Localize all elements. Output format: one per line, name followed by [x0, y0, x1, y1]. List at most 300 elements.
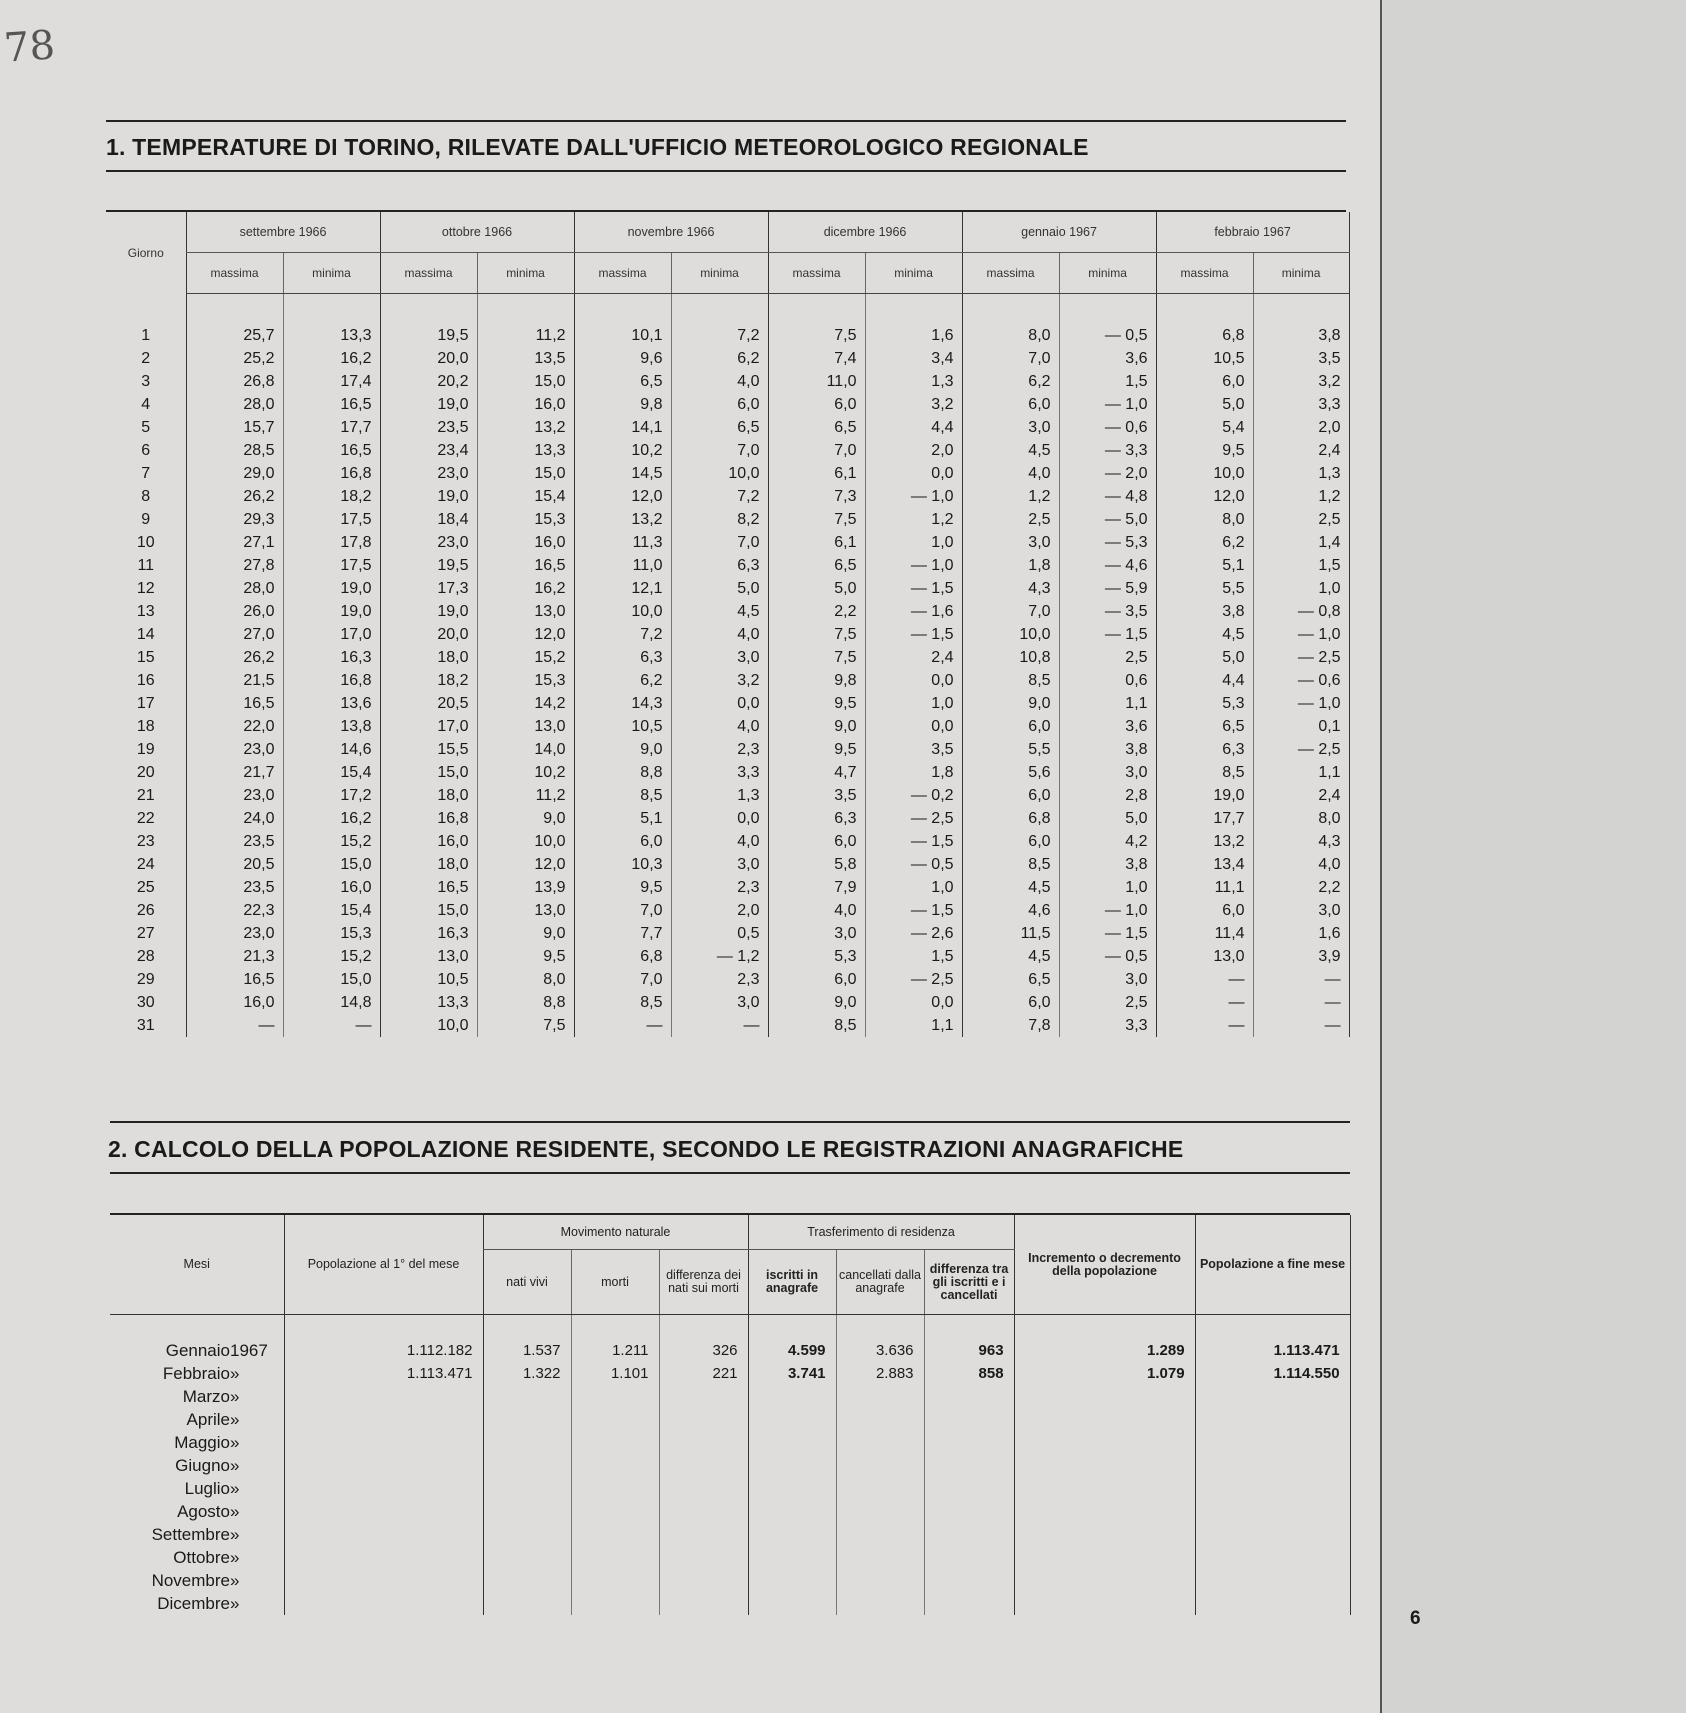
day-cell: 16	[136, 672, 155, 689]
diff-nati-cell	[659, 1431, 748, 1454]
minima-cell: —	[1253, 1014, 1349, 1037]
massima-cell: 23,5	[186, 876, 283, 899]
mese-label: Agosto	[177, 1502, 230, 1521]
minima-cell: — 1,5	[865, 899, 962, 922]
minima-cell: 8,2	[671, 508, 768, 531]
minima-cell: 1,0	[865, 876, 962, 899]
minima-cell: 17,0	[283, 623, 380, 646]
mese-wrapper	[110, 1592, 284, 1615]
nati-cell	[483, 1431, 571, 1454]
spacer-cell	[1195, 1315, 1350, 1340]
day-cell: 29	[136, 971, 155, 988]
minima-cell: 10,0	[477, 830, 574, 853]
table-row	[106, 324, 1349, 347]
pop-inizio-cell	[284, 1454, 483, 1477]
massima-cell: 4,4	[1156, 669, 1253, 692]
giorno-header: Giorno	[127, 245, 164, 260]
day-cell: 3	[141, 373, 151, 390]
massima-cell: 3,5	[768, 784, 865, 807]
massima-cell: 8,8	[574, 761, 671, 784]
massima-header: massima	[380, 253, 477, 294]
massima-cell: 13,2	[1156, 830, 1253, 853]
mese-cell	[110, 1546, 284, 1569]
mese-cell	[110, 1454, 284, 1477]
table-row	[106, 508, 1349, 531]
table-row	[106, 945, 1349, 968]
minima-cell: 17,8	[283, 531, 380, 554]
minima-cell: 6,3	[671, 554, 768, 577]
minima-cell: — 1,0	[1253, 692, 1349, 715]
nati-cell	[483, 1477, 571, 1500]
massima-cell: 16,0	[380, 830, 477, 853]
mese-label: Marzo	[182, 1387, 230, 1406]
minima-cell: 8,8	[477, 991, 574, 1014]
iscritti-cell	[748, 1569, 836, 1592]
mese-cell	[110, 1592, 284, 1615]
minima-cell: — 1,0	[1253, 623, 1349, 646]
mese-label: Settembre	[151, 1525, 230, 1544]
minima-cell: 15,3	[477, 508, 574, 531]
massima-cell: 4,5	[962, 945, 1059, 968]
day-cell: 13	[136, 603, 155, 620]
massima-cell: 18,0	[380, 646, 477, 669]
pop-inizio-cell	[284, 1385, 483, 1408]
mese-label: Maggio	[174, 1433, 230, 1452]
mese-cell	[110, 1362, 284, 1385]
minima-cell: —	[1253, 968, 1349, 991]
month-header: settembre 1966	[186, 212, 380, 253]
diff-nati-cell	[659, 1500, 748, 1523]
massima-cell: 8,5	[962, 853, 1059, 876]
minima-cell: 13,0	[477, 899, 574, 922]
massima-cell: 5,8	[768, 853, 865, 876]
diff-nati-cell	[659, 1454, 748, 1477]
massima-cell: 3,0	[768, 922, 865, 945]
minima-cell: — 1,5	[1059, 623, 1156, 646]
page-margin	[1380, 0, 1686, 1713]
massima-cell: 10,5	[1156, 347, 1253, 370]
massima-cell: 6,0	[962, 830, 1059, 853]
minima-cell: — 2,5	[865, 968, 962, 991]
massima-cell: 7,9	[768, 876, 865, 899]
mese-label: Gennaio	[165, 1341, 230, 1360]
massima-cell: 9,0	[962, 692, 1059, 715]
incremento-cell	[1014, 1431, 1195, 1454]
minima-cell: 2,5	[1059, 646, 1156, 669]
massima-cell: 3,0	[962, 416, 1059, 439]
minima-cell: 3,3	[1059, 1014, 1156, 1037]
iscritti-cell	[748, 1523, 836, 1546]
minima-cell: 1,2	[865, 508, 962, 531]
massima-cell: 28,5	[186, 439, 283, 462]
massima-cell: 7,8	[962, 1014, 1059, 1037]
massima-cell: 6,1	[768, 531, 865, 554]
morti-cell	[571, 1546, 659, 1569]
pop-inizio-cell	[284, 1569, 483, 1592]
table-row	[110, 1477, 1350, 1500]
massima-cell: 6,2	[574, 669, 671, 692]
incremento-header: Incremento o decremento della popolazione	[1014, 1215, 1195, 1315]
massima-cell: 23,5	[186, 830, 283, 853]
mese-cell	[110, 1523, 284, 1546]
minima-cell: 16,5	[283, 393, 380, 416]
massima-cell: 7,3	[768, 485, 865, 508]
mese-cell	[110, 1569, 284, 1592]
massima-cell: 6,3	[574, 646, 671, 669]
spacer-cell	[1014, 1315, 1195, 1340]
minima-cell: 3,8	[1253, 324, 1349, 347]
minima-cell: 1,1	[865, 1014, 962, 1037]
mese-label: Dicembre	[157, 1594, 230, 1613]
minima-cell: — 3,3	[1059, 439, 1156, 462]
massima-cell: 7,0	[962, 347, 1059, 370]
pop-inizio-cell	[284, 1592, 483, 1615]
movimento-naturale-header: Movimento naturale	[483, 1215, 748, 1250]
massima-cell: 19,5	[380, 554, 477, 577]
massima-cell: 28,0	[186, 393, 283, 416]
minima-cell: —	[671, 1014, 768, 1037]
minima-cell: — 0,6	[1059, 416, 1156, 439]
month-header: febbraio 1967	[1156, 212, 1349, 253]
nati-cell	[483, 1592, 571, 1615]
massima-cell: 16,0	[186, 991, 283, 1014]
minima-header: minima	[283, 253, 380, 294]
minima-cell: — 1,0	[1059, 393, 1156, 416]
spacer-cell	[962, 294, 1059, 325]
minima-cell: 15,2	[283, 945, 380, 968]
minima-cell: 0,0	[865, 991, 962, 1014]
minima-cell: 13,3	[477, 439, 574, 462]
incremento-cell: 1.289	[1014, 1339, 1195, 1362]
minima-cell: 11,2	[477, 784, 574, 807]
minima-cell: 2,3	[671, 738, 768, 761]
table-row	[110, 1431, 1350, 1454]
table-row	[110, 1408, 1350, 1431]
day-cell: 21	[136, 787, 155, 804]
massima-cell: 18,0	[380, 853, 477, 876]
anno-label: »	[230, 1594, 240, 1613]
massima-cell: 21,3	[186, 945, 283, 968]
massima-cell: —	[186, 1014, 283, 1037]
massima-cell: 6,5	[768, 554, 865, 577]
morti-cell: 1.101	[571, 1362, 659, 1385]
minima-cell: 6,0	[671, 393, 768, 416]
cancellati-cell	[836, 1500, 924, 1523]
massima-cell: 17,7	[1156, 807, 1253, 830]
pop-inizio-cell	[284, 1431, 483, 1454]
massima-cell: 13,0	[1156, 945, 1253, 968]
minima-cell: 9,5	[477, 945, 574, 968]
massima-cell: 21,7	[186, 761, 283, 784]
massima-cell: 7,0	[768, 439, 865, 462]
massima-cell: 6,0	[574, 830, 671, 853]
massima-cell: 6,0	[962, 784, 1059, 807]
minima-cell: — 5,0	[1059, 508, 1156, 531]
pop-inizio-cell	[284, 1523, 483, 1546]
diff-iscritti-cell	[924, 1385, 1014, 1408]
massima-cell: 15,0	[380, 761, 477, 784]
section2-top-rule	[110, 1121, 1350, 1123]
minima-cell: 16,8	[283, 669, 380, 692]
massima-cell: 6,5	[768, 416, 865, 439]
mese-label: Novembre	[151, 1571, 230, 1590]
massima-cell: 13,2	[574, 508, 671, 531]
mese-wrapper	[110, 1362, 284, 1385]
massima-cell: 5,3	[768, 945, 865, 968]
mese-wrapper	[110, 1569, 284, 1592]
minima-cell: 7,2	[671, 485, 768, 508]
day-cell: 11	[137, 557, 155, 574]
minima-cell: — 0,6	[1253, 669, 1349, 692]
table-row	[106, 853, 1349, 876]
day-cell: 25	[136, 879, 155, 896]
minima-cell: 4,0	[671, 370, 768, 393]
massima-cell: 7,5	[768, 623, 865, 646]
massima-cell: 22,3	[186, 899, 283, 922]
diff-iscritti-cell: 963	[924, 1339, 1014, 1362]
spacer-cell	[186, 294, 283, 325]
minima-cell: —	[283, 1014, 380, 1037]
massima-cell: 6,0	[962, 715, 1059, 738]
section2-title: 2. CALCOLO DELLA POPOLAZIONE RESIDENTE, SECONDO LE REGISTRAZIONI ANAGRAFICHE	[108, 1136, 1184, 1162]
pop-inizio-cell	[284, 1477, 483, 1500]
iscritti-cell	[748, 1385, 836, 1408]
minima-cell: 14,8	[283, 991, 380, 1014]
pop-inizio-cell: 1.112.182	[284, 1339, 483, 1362]
massima-cell: 6,0	[962, 393, 1059, 416]
massima-cell: 26,8	[186, 370, 283, 393]
table-spacer-row	[106, 294, 1349, 325]
massima-cell: 5,0	[768, 577, 865, 600]
table-row	[110, 1523, 1350, 1546]
minima-cell: 1,0	[1059, 876, 1156, 899]
minima-cell: 0,0	[671, 692, 768, 715]
temperature-table-body	[106, 294, 1349, 1038]
massima-cell: 15,5	[380, 738, 477, 761]
minima-header: minima	[477, 253, 574, 294]
minima-cell: 13,9	[477, 876, 574, 899]
day-cell: 27	[136, 925, 155, 942]
day-cell: 9	[141, 511, 151, 528]
spacer-cell	[865, 294, 962, 325]
minima-cell: 9,0	[477, 807, 574, 830]
morti-cell	[571, 1431, 659, 1454]
minima-cell: 7,5	[477, 1014, 574, 1037]
massima-cell: 8,5	[574, 784, 671, 807]
temperature-month-header-row	[106, 212, 1349, 253]
pop-inizio-cell	[284, 1408, 483, 1431]
massima-cell: 10,0	[1156, 462, 1253, 485]
minima-cell: — 1,5	[1059, 922, 1156, 945]
iscritti-cell	[748, 1500, 836, 1523]
section1-title: 1. TEMPERATURE DI TORINO, RILEVATE DALL'UFFICIO METEOROLOGICO REGIONALE	[106, 134, 1089, 160]
spacer-cell	[659, 1315, 748, 1340]
massima-cell: 9,5	[574, 876, 671, 899]
minima-cell: 4,0	[1253, 853, 1349, 876]
massima-cell: 18,0	[380, 784, 477, 807]
massima-cell: 18,2	[380, 669, 477, 692]
minima-cell: 17,7	[283, 416, 380, 439]
massima-cell: 7,5	[768, 646, 865, 669]
minima-cell: 0,0	[671, 807, 768, 830]
minima-cell: 1,0	[1253, 577, 1349, 600]
diff-nati-cell	[659, 1592, 748, 1615]
cancellati-cell	[836, 1431, 924, 1454]
massima-cell: 4,5	[962, 439, 1059, 462]
day-cell: 23	[136, 833, 155, 850]
massima-cell: 11,5	[962, 922, 1059, 945]
massima-cell: 19,0	[1156, 784, 1253, 807]
mese-wrapper	[110, 1454, 284, 1477]
massima-cell: 7,5	[768, 508, 865, 531]
massima-cell: 6,0	[1156, 370, 1253, 393]
massima-cell: —	[1156, 968, 1253, 991]
minima-cell: 13,5	[477, 347, 574, 370]
massima-cell: 7,7	[574, 922, 671, 945]
minima-cell: 4,0	[671, 830, 768, 853]
morti-cell	[571, 1523, 659, 1546]
minima-cell: 6,2	[671, 347, 768, 370]
minima-cell: 4,4	[865, 416, 962, 439]
minima-cell: 1,3	[1253, 462, 1349, 485]
massima-cell: 9,5	[768, 738, 865, 761]
minima-cell: 4,0	[671, 623, 768, 646]
incremento-cell: 1.079	[1014, 1362, 1195, 1385]
incremento-cell	[1014, 1523, 1195, 1546]
temperature-subheader-row	[106, 253, 1349, 294]
day-cell: 31	[136, 1017, 155, 1034]
day-cell: 24	[136, 856, 155, 873]
massima-cell: 9,0	[574, 738, 671, 761]
nati-cell	[483, 1454, 571, 1477]
minima-cell: 15,0	[283, 853, 380, 876]
minima-cell: 1,1	[1253, 761, 1349, 784]
table-row	[106, 830, 1349, 853]
table-row	[106, 623, 1349, 646]
table-row	[106, 347, 1349, 370]
massima-cell: 21,5	[186, 669, 283, 692]
massima-cell: 4,3	[962, 577, 1059, 600]
day-cell: 6	[141, 442, 151, 459]
population-table-body	[110, 1315, 1350, 1616]
spacer-cell	[284, 1315, 483, 1340]
minima-cell: 17,4	[283, 370, 380, 393]
minima-cell: 2,4	[1253, 439, 1349, 462]
cancellati-cell	[836, 1592, 924, 1615]
minima-cell: 2,5	[1059, 991, 1156, 1014]
table-row	[110, 1339, 1350, 1362]
mese-cell	[110, 1339, 284, 1362]
day-cell: 5	[141, 419, 151, 436]
massima-cell: 8,5	[768, 1014, 865, 1037]
anno-label: »	[230, 1479, 240, 1498]
minima-cell: — 1,6	[865, 600, 962, 623]
minima-cell: — 4,8	[1059, 485, 1156, 508]
minima-cell: 1,6	[865, 324, 962, 347]
massima-cell: 27,0	[186, 623, 283, 646]
minima-cell: 18,2	[283, 485, 380, 508]
massima-cell: 25,7	[186, 324, 283, 347]
table-row	[110, 1500, 1350, 1523]
massima-cell: 19,0	[380, 393, 477, 416]
massima-cell: 6,2	[1156, 531, 1253, 554]
morti-cell: 1.211	[571, 1339, 659, 1362]
population-table	[110, 1215, 1351, 1615]
diff-nati-cell	[659, 1385, 748, 1408]
pop-fine-cell	[1195, 1431, 1350, 1454]
minima-cell: 15,4	[283, 899, 380, 922]
minima-cell: 2,0	[671, 899, 768, 922]
pop-fine-cell	[1195, 1385, 1350, 1408]
mese-wrapper	[110, 1477, 284, 1500]
minima-cell: 2,4	[1253, 784, 1349, 807]
massima-cell: 14,5	[574, 462, 671, 485]
massima-cell: 7,0	[574, 899, 671, 922]
cancellati-cell	[836, 1569, 924, 1592]
diff-iscritti-cell: 858	[924, 1362, 1014, 1385]
iscritti-cell: 3.741	[748, 1362, 836, 1385]
minima-cell: 4,0	[671, 715, 768, 738]
minima-cell: 16,5	[477, 554, 574, 577]
massima-cell: 7,5	[768, 324, 865, 347]
table-row	[106, 600, 1349, 623]
massima-cell: 3,8	[1156, 600, 1253, 623]
massima-cell: 15,7	[186, 416, 283, 439]
popolazione-inizio-header: Popolazione al 1° del mese	[284, 1215, 483, 1315]
minima-cell: 2,4	[865, 646, 962, 669]
minima-cell: 13,3	[283, 324, 380, 347]
pop-fine-cell	[1195, 1408, 1350, 1431]
minima-header: minima	[671, 253, 768, 294]
mese-cell	[110, 1385, 284, 1408]
mese-label: Giugno	[175, 1456, 230, 1475]
massima-cell: 11,0	[768, 370, 865, 393]
iscritti-cell	[748, 1592, 836, 1615]
minima-cell: 3,3	[1253, 393, 1349, 416]
minima-cell: — 5,3	[1059, 531, 1156, 554]
minima-cell: 2,8	[1059, 784, 1156, 807]
minima-cell: 3,0	[1253, 899, 1349, 922]
minima-cell: — 2,5	[865, 807, 962, 830]
spacer-cell	[571, 1315, 659, 1340]
spacer-cell	[574, 294, 671, 325]
massima-header: massima	[1156, 253, 1253, 294]
day-cell: 7	[141, 465, 151, 482]
differenza-nati-header: differenza dei nati sui morti	[659, 1250, 748, 1315]
incremento-cell	[1014, 1592, 1195, 1615]
massima-cell: 12,1	[574, 577, 671, 600]
massima-cell: 4,7	[768, 761, 865, 784]
massima-cell: 13,3	[380, 991, 477, 1014]
table-row	[106, 761, 1349, 784]
massima-cell: 10,0	[962, 623, 1059, 646]
incremento-cell	[1014, 1569, 1195, 1592]
massima-cell: 10,0	[574, 600, 671, 623]
diff-nati-cell	[659, 1569, 748, 1592]
massima-cell: 23,5	[380, 416, 477, 439]
massima-header: massima	[962, 253, 1059, 294]
page-number: 6	[1410, 1608, 1421, 1629]
massima-cell: 16,5	[186, 692, 283, 715]
minima-cell: 1,5	[1253, 554, 1349, 577]
morti-cell	[571, 1408, 659, 1431]
minima-cell: 15,0	[477, 462, 574, 485]
spacer-cell	[924, 1315, 1014, 1340]
massima-cell: 1,8	[962, 554, 1059, 577]
minima-cell: 13,6	[283, 692, 380, 715]
pop-fine-cell	[1195, 1569, 1350, 1592]
iscritti-cell	[748, 1431, 836, 1454]
